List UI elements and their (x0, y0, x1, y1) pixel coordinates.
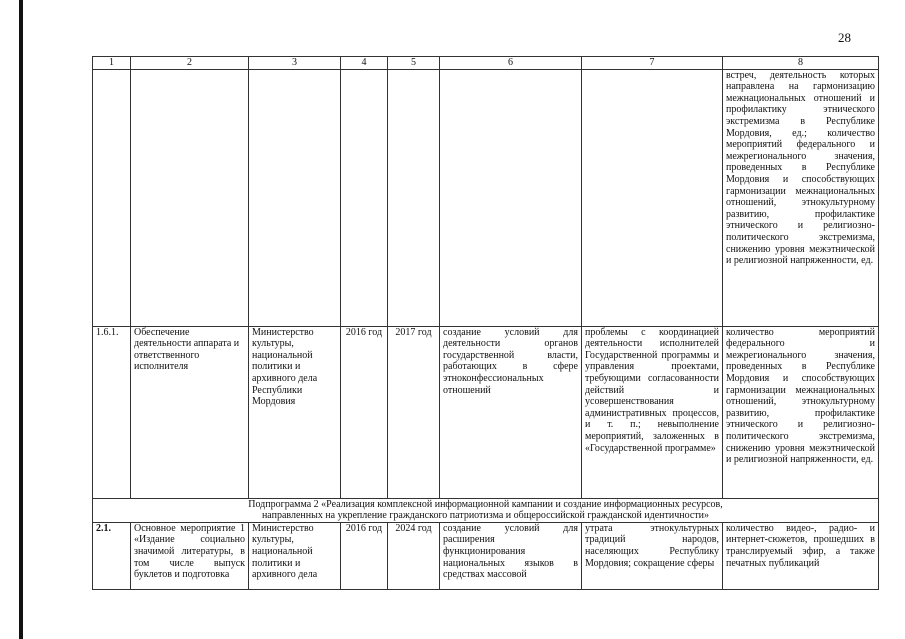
expected-result: создание условий для расширения функционирования национальных языков в средствах массовой (440, 522, 582, 589)
start-year: 2016 год (341, 326, 388, 498)
page-binding-line (19, 0, 23, 639)
page-number: 28 (838, 30, 851, 45)
col-num-5: 5 (388, 57, 440, 70)
subprogram-title-line-2: направленных на укрепление гражданского патриотизма и общероссийской гражданской идентичности» (261, 510, 710, 522)
col-num-7: 7 (582, 57, 723, 70)
executor: Министерство культуры, национальной политики и архивного дела (249, 522, 341, 589)
measure-name: Основное мероприятие 1 «Издание социально значимой литературы, в том числе выпуск буклетов и подготовка (131, 522, 249, 589)
non-implementation-consequences: проблемы с координацией деятельности исполнителей Государственной программы и управления проектами, требующими согласованности действий и усовершенствования административных процессов, и т. п.; невыполнение мероприятий, заложенных в «Государственной программе» (582, 326, 723, 498)
indicators: количество видео-, радио- и интернет-сюжетов, прошедших в транслируемый эфир, а также печатных публикаций (723, 522, 879, 589)
end-year: 2024 год (388, 522, 440, 589)
col-num-3: 3 (249, 57, 341, 70)
measure-name: Обеспечение деятельности аппарата и ответственного исполнителя (131, 326, 249, 498)
non-implementation-consequences: утрата этнокультурных традиций народов, населяющих Республику Мордовия; сокращение сферы (582, 522, 723, 589)
col-num-2: 2 (131, 57, 249, 70)
program-table (92, 56, 879, 590)
row-number: 2.1. (93, 522, 131, 589)
col-num-1: 1 (93, 57, 131, 70)
indicators: количество мероприятий федерального и межрегионального значения, проведенных в Республике Мордовия и способствующих гармонизации межнациональных отношений, этнокультурному развитию, профилактике этнического и религиозно-политического экстремизма, снижению уровня межэтнической и религиозной напряженности, ед. (723, 326, 879, 498)
table-row-1-6-1 (93, 326, 879, 498)
column-number-row (93, 57, 879, 70)
expected-result: создание условий для деятельности органов государственной власти, работающих в сфере этноконфессиональных отношений (440, 326, 582, 498)
continuation-indicators: встреч, деятельность которых направлена на гармонизацию межнациональных отношений и профилактику этнического экстремизма в Республике Мордовия, ед.; количество мероприятий федерального и межрегионального значения, проведенных в Республике Мордовия и способствующих гармонизации межнациональных отношений, этнокультурному развитию, профилактике этнического и религиозно-политического экстремизма, снижению уровня межэтнической и религиозной напряженности, ед. (723, 69, 879, 326)
col-num-8: 8 (723, 57, 879, 70)
row-number: 1.6.1. (93, 326, 131, 498)
table-row-2-1 (93, 522, 879, 589)
continuation-row (93, 69, 879, 326)
subprogram-title-line-1: Подпрограмма 2 «Реализация комплексной информационной кампании и создание информационных ресурсов, (248, 498, 723, 510)
col-num-4: 4 (341, 57, 388, 70)
start-year: 2016 год (341, 522, 388, 589)
subprogram-heading-row (93, 498, 879, 522)
end-year: 2017 год (388, 326, 440, 498)
executor: Министерство культуры, национальной политики и архивного дела Республики Мордовия (249, 326, 341, 498)
col-num-6: 6 (440, 57, 582, 70)
